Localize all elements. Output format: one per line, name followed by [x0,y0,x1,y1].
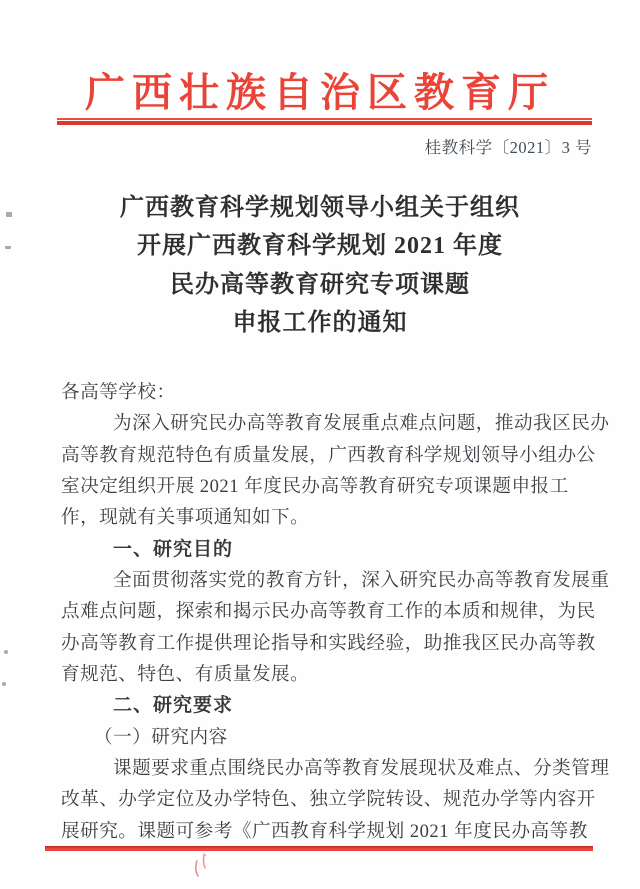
scan-speck-artifact [5,246,11,249]
document-title-line: 广西教育科学规划领导小组关于组织 [120,195,520,221]
intro-paragraph-line: 为深入研究民办高等教育发展重点难点问题，推动我区民办 [113,413,610,435]
section-paragraph-line: 点难点问题，探索和揭示民办高等教育工作的本质和规律，为民 [61,601,596,623]
letterhead-agency-name: 广西壮族自治区教育厅 [85,70,555,115]
red-ink-smudge-mark [190,852,212,880]
intro-paragraph-line: 室决定组织开展 2021 年度民办高等教育研究专项课题申报工 [61,476,569,498]
letterhead-divider-rule [57,118,592,125]
document-body [61,377,610,847]
intro-paragraph-line: 高等教育规范特色有质量发展，广西教育科学规划领导小组办公 [61,444,596,466]
section-paragraph-line: 课题要求重点围绕民办高等教育发展现状及难点、分类管理 [113,758,610,780]
scan-speck-artifact [6,212,12,217]
section-paragraph-line: 改革、办学定位及办学特色、独立学院转设、规范办学等内容开 [61,789,596,811]
page-bottom-rule [45,846,593,851]
scan-speck-artifact [2,682,6,686]
subsection-heading-research-content: （一）研究内容 [94,726,228,748]
salutation-line: 各高等学校： [61,382,176,403]
document-title-line: 民办高等教育研究专项课题 [170,271,470,298]
section-paragraph-line: 展研究。课题可参考《广西教育科学规划 2021 年度民办高等教 [61,820,588,842]
section-paragraph-line: 全面贯彻落实党的教育方针，深入研究民办高等教育发展重 [113,570,610,592]
section-heading-research-requirements: 二、研究要求 [113,695,234,717]
document-title-line: 申报工作的通知 [232,310,408,337]
section-heading-research-purpose: 一、研究目的 [113,538,234,560]
document-reference-number: 桂教科学〔2021〕3 号 [424,138,592,157]
document-title [0,189,640,343]
section-paragraph-line: 育规范、特色、有质量发展。 [61,664,310,686]
intro-paragraph-line: 作，现就有关事项通知如下。 [61,507,310,529]
document-title-line: 开展广西教育科学规划 2021 年度 [137,233,503,260]
scan-speck-artifact [4,650,8,654]
section-paragraph-line: 办高等教育工作提供理论指导和实践经验，助推我区民办高等教 [61,632,596,654]
